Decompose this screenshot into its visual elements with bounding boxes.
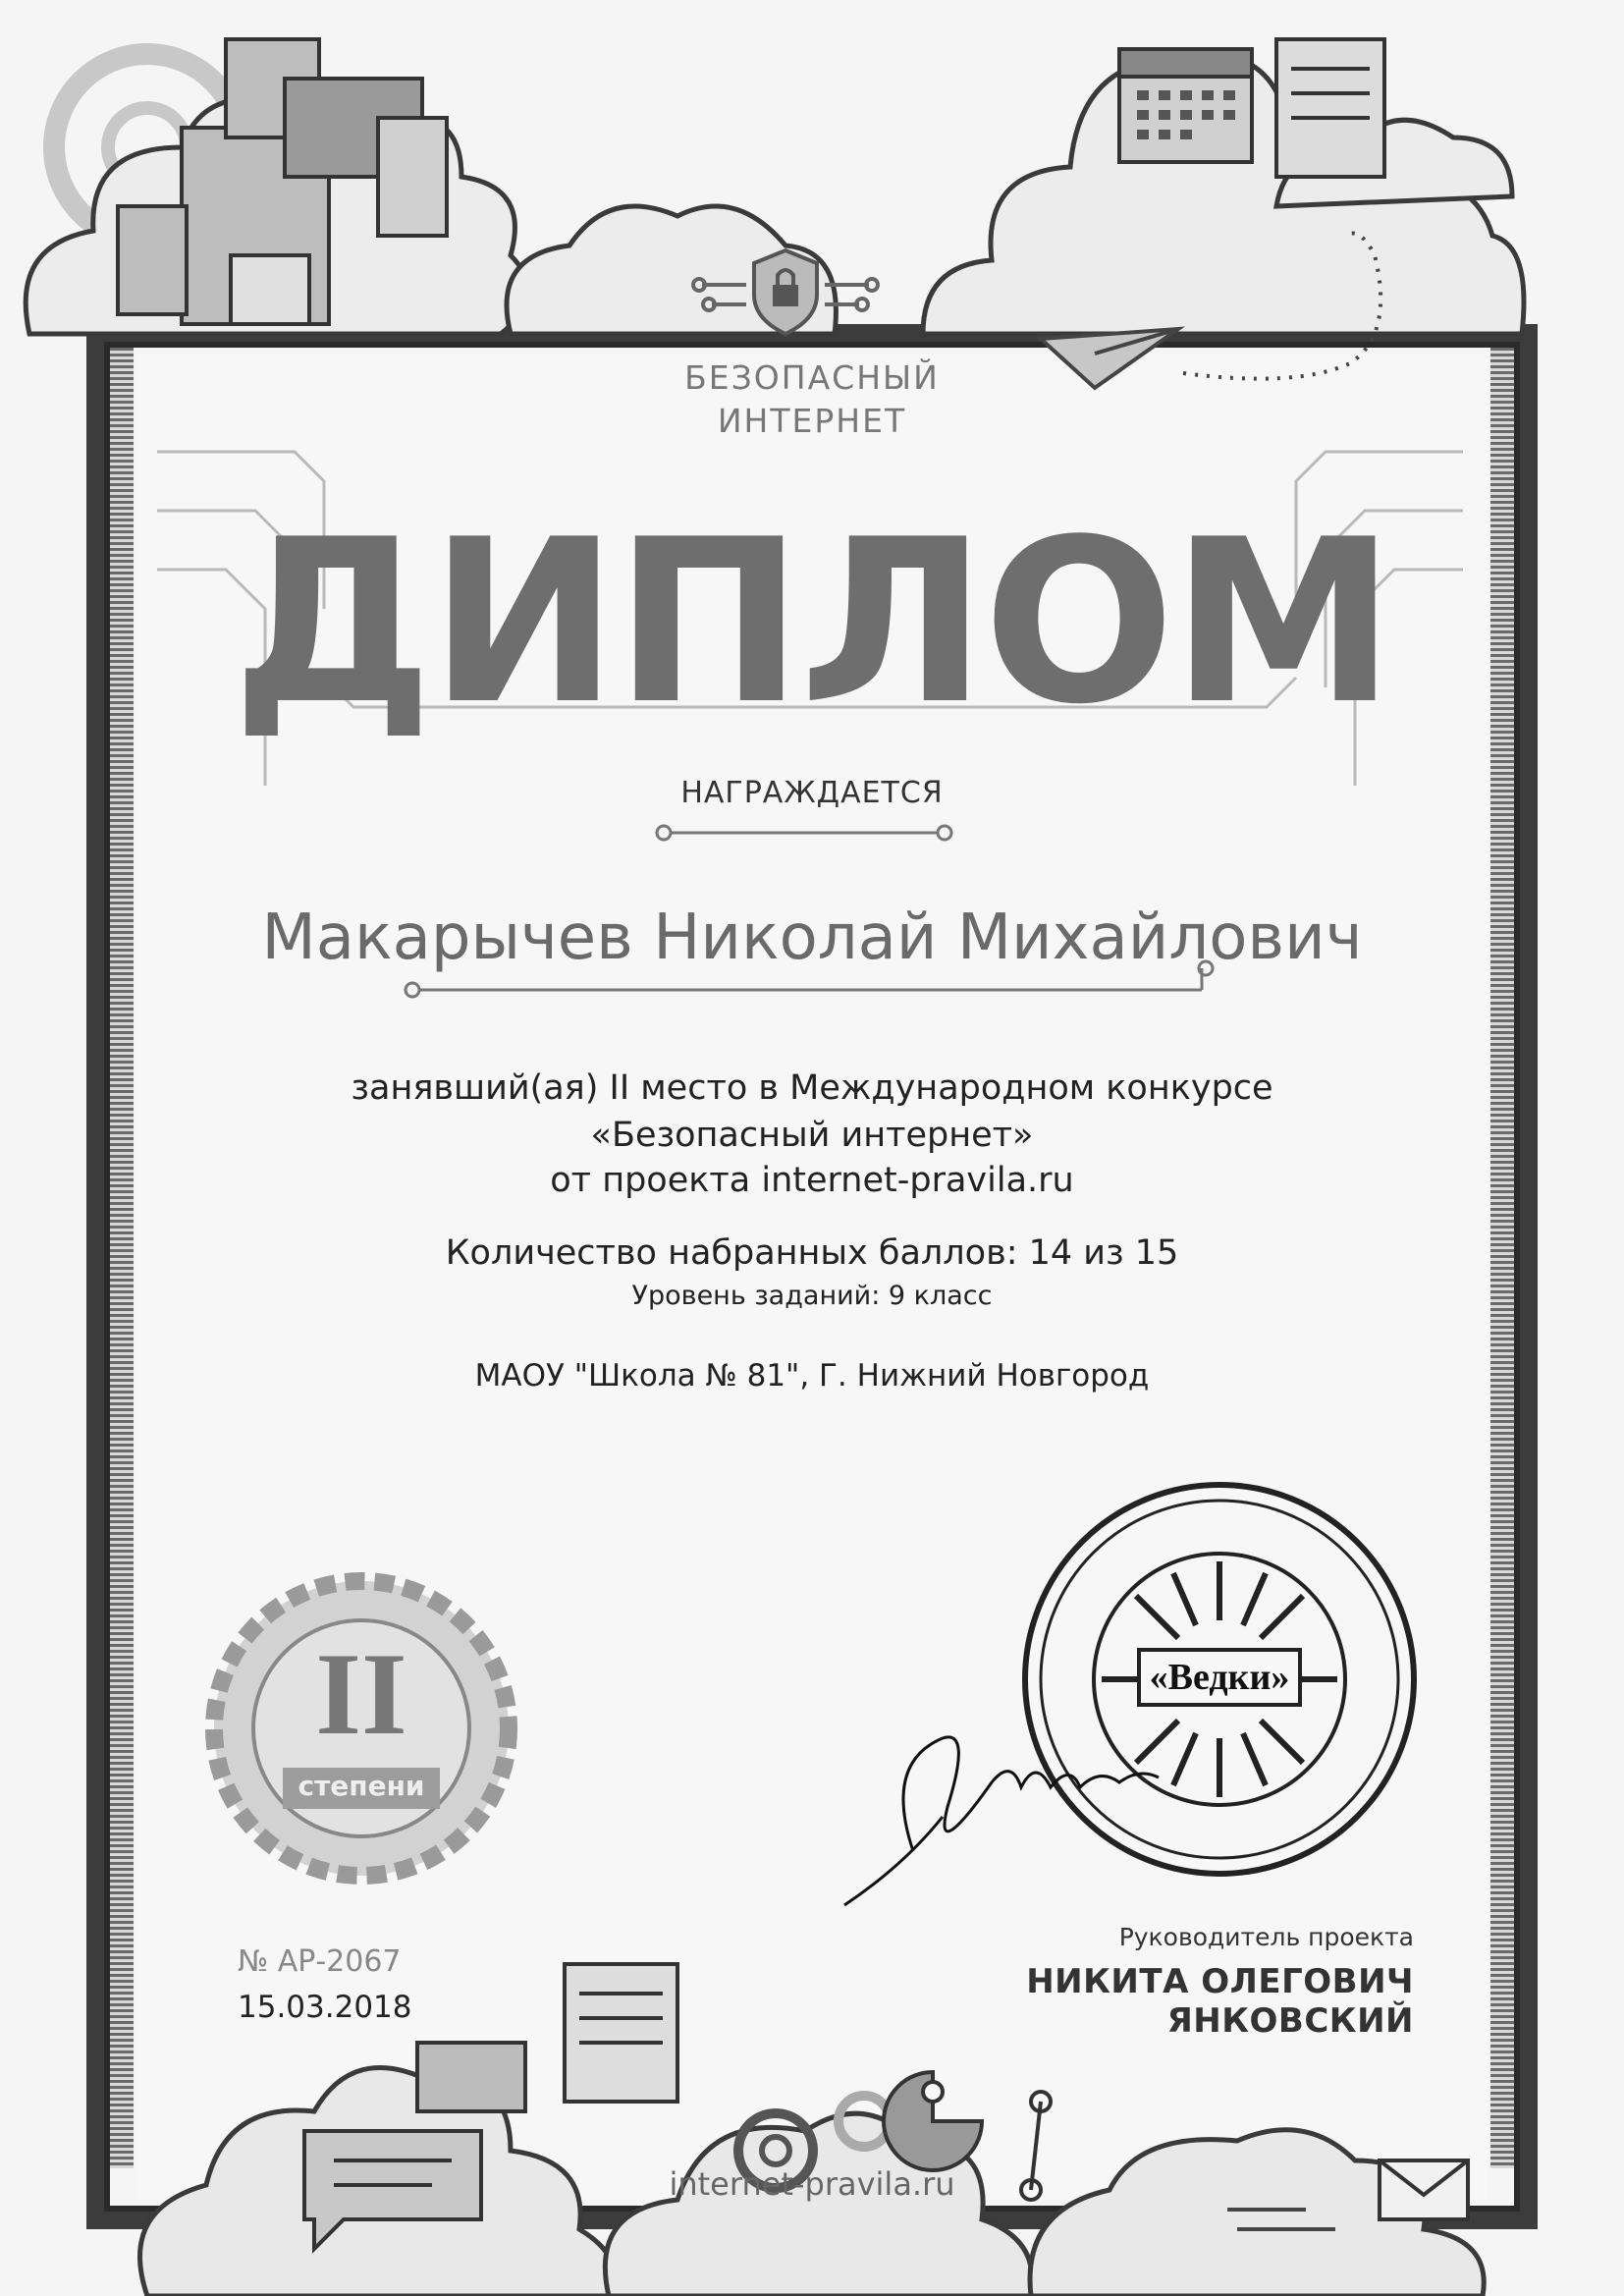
- document-stack-icon: [565, 1964, 677, 2102]
- description-line2: «Безопасный интернет»: [590, 1116, 1034, 1155]
- divider-awarded: [657, 826, 951, 840]
- school-text: МАОУ "Школа № 81", Г. Нижний Новгород: [474, 1358, 1150, 1394]
- description-line1: занявший(ая) II место в Международном конкурсе: [351, 1068, 1273, 1108]
- issue-date: 15.03.2018: [238, 1990, 412, 2025]
- level-text: Уровень заданий: 9 класс: [631, 1281, 993, 1311]
- calendar-icon: [1119, 49, 1252, 162]
- score-text: Количество набранных баллов: 14 из 15: [445, 1233, 1179, 1273]
- logo-line1: БЕЗОПАСНЫЙ: [684, 358, 940, 397]
- medal-degree: степени: [298, 1770, 425, 1802]
- recipient-name: Макарычев Николай Михайлович: [261, 902, 1363, 974]
- certificate-number: № АР-2067: [238, 1944, 402, 1979]
- signatory-name: НИКИТА ОЛЕГОВИЧ ЯНКОВСКИЙ: [1026, 1962, 1414, 2041]
- stamp-center: «Ведки»: [1149, 1657, 1290, 1698]
- medal-numeral: II: [315, 1628, 407, 1759]
- document-icon: [1276, 39, 1384, 177]
- page-title: ДИПЛОМ: [232, 492, 1392, 754]
- signatory-role: Руководитель проекта: [1118, 1923, 1414, 1951]
- description-line3: от проекта internet-pravila.ru: [550, 1161, 1074, 1200]
- footer-site: internet-pravila.ru: [669, 2165, 955, 2203]
- logo-line2: ИНТЕРНЕТ: [717, 402, 907, 440]
- awarded-label: НАГРАЖДАЕТСЯ: [680, 776, 944, 810]
